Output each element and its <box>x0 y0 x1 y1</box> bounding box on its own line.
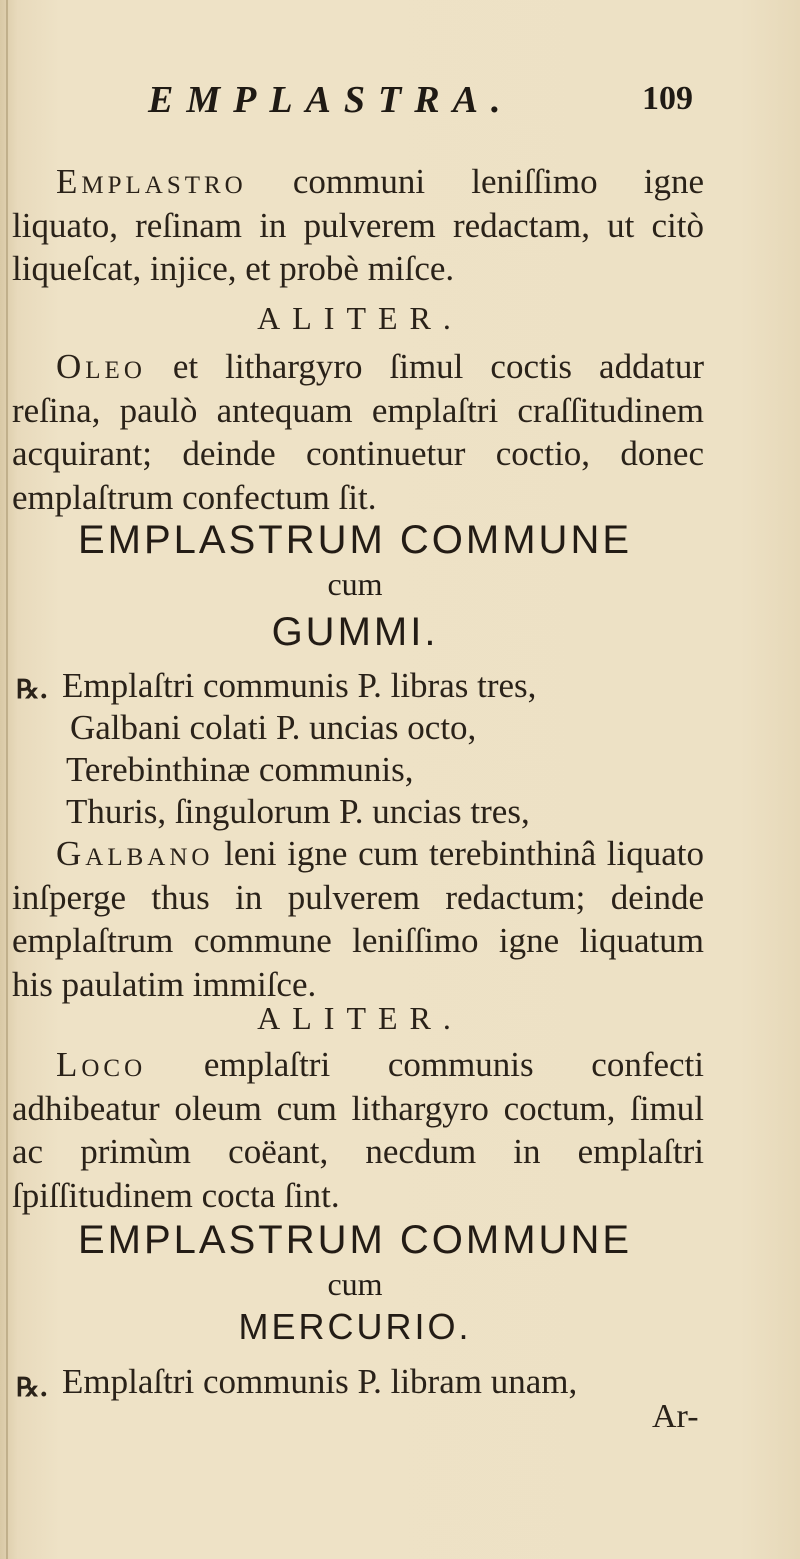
page-header <box>0 78 800 128</box>
lead-word: Galbano <box>56 834 214 873</box>
paragraph-galbano <box>12 832 704 1006</box>
paragraph-emplastro <box>12 160 704 291</box>
paragraph-text: et lithargyro ſimul coctis addatur reſina, paulò antequam emplaſtri craſſitudinem acquirant; deinde continuetur coctio, donec emplaſtrum confectum ſit. <box>12 347 704 517</box>
aliter-heading-2: ALITER. <box>257 1000 463 1036</box>
lead-word: Loco <box>56 1045 147 1084</box>
recipe-line: Thuris, ſingulorum P. uncias tres, <box>66 792 530 831</box>
page-number: 109 <box>642 80 693 117</box>
paragraph-text: leni igne cum terebinthinâ liquato inſperge thus in pulverem redactum; deinde emplaſtrum commune leniſſimo igne liquatum his paulatim immiſce. <box>12 834 704 1004</box>
heading-gummi: GUMMI. <box>271 610 439 654</box>
recipe-line: Emplaſtri communis P. libras tres, <box>62 666 537 705</box>
running-title: EMPLASTRA. <box>148 79 514 121</box>
recipe-line: Galbani colati P. uncias octo, <box>70 708 477 747</box>
catchword: Ar- <box>652 1398 699 1435</box>
paragraph-text: emplaſtri communis confecti adhibeatur oleum cum lithargyro coctum, ſimul ac primùm coëant, necdum in emplaſtri ſpiſſitudinem cocta ſint. <box>12 1045 705 1215</box>
aliter-heading-1: ALITER. <box>257 300 463 336</box>
heading-mercurio: MERCURIO. <box>238 1306 472 1347</box>
heading-emplastrum-commune-1: EMPLASTRUM COMMUNE <box>77 518 633 562</box>
heading-cum-1: cum <box>327 566 383 602</box>
recipe-line: Emplaſtri communis P. libram unam, <box>62 1362 578 1401</box>
paragraph-loco <box>12 1043 704 1217</box>
paragraph-text: communi leniſſimo igne liquato, reſinam in pulverem redactam, ut citò liqueſcat, injice, et probè miſce. <box>12 162 704 288</box>
lead-word: Emplastro <box>56 162 247 201</box>
heading-cum-2: cum <box>327 1266 383 1302</box>
heading-emplastrum-commune-2: EMPLASTRUM COMMUNE <box>77 1218 633 1262</box>
recipe-symbol: ℞. <box>16 1373 49 1403</box>
paragraph-oleo <box>12 345 704 519</box>
recipe-symbol: ℞. <box>16 675 49 705</box>
lead-word: Oleo <box>56 347 146 386</box>
recipe-line: Terebinthinæ communis, <box>66 750 414 789</box>
